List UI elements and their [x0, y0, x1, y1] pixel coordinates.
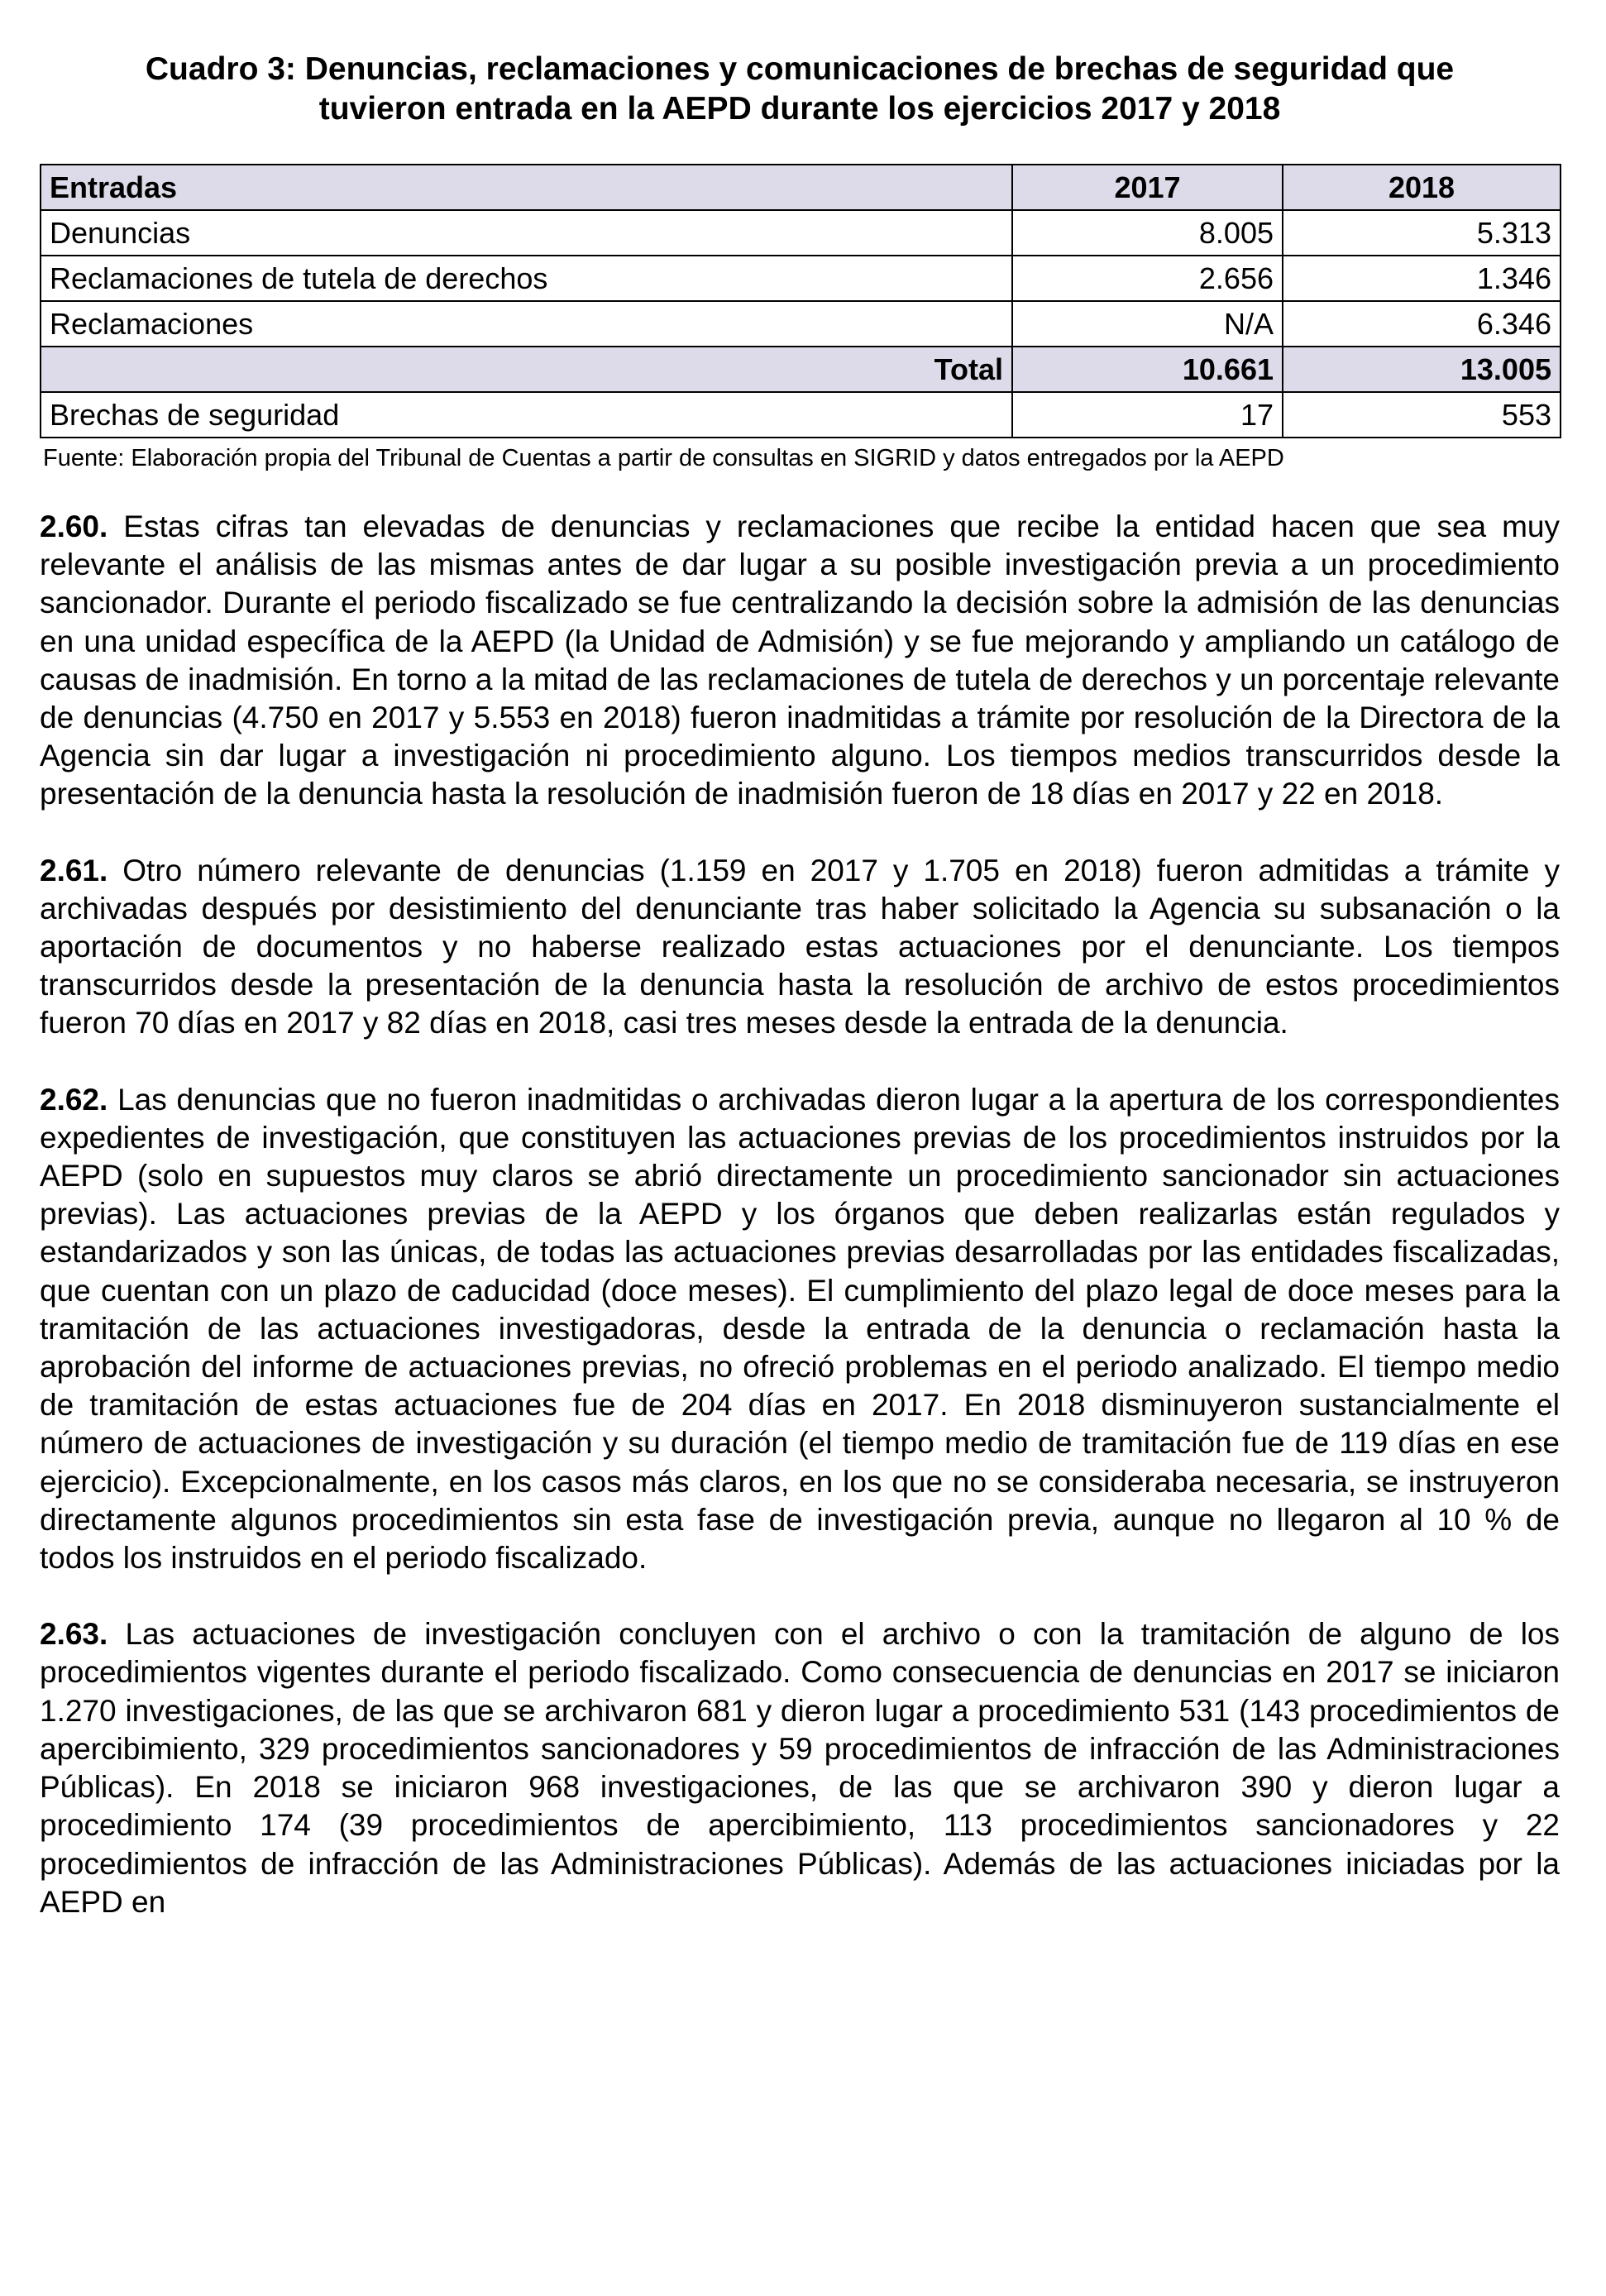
- paragraph-text: Las denuncias que no fueron inadmitidas o archivadas dieron lugar a la apertura de los correspondientes expedientes de investigación, que constituyen las actuaciones previas de los procedimientos instruidos por la AEPD (solo en supuestos muy claros se abrió directamente un procedimiento sancionador sin actuaciones previas). Las actuaciones previas de la AEPD y los órganos que deben realizarlas están regulados y estandarizados y son las únicas, de todas las actuaciones previas desarrolladas por las entidades fiscalizadas, que cuentan con un plazo de caducidad (doce meses). El cumplimiento del plazo legal de doce meses para la tramitación de las actuaciones investigadoras, desde la entrada de la denuncia o reclamación hasta la aprobación del informe de actuaciones previas, no ofreció problemas en el periodo analizado. El tiempo medio de tramitación de estas actuaciones fue de 204 días en 2017. En 2018 disminuyeron sustancialmente el número de actuaciones de investigación y su duración (el tiempo medio de tramitación fue de 119 días en ese ejercicio). Excepcionalmente, en los casos más claros, en los que no se consideraba necesaria, se instruyeron directamente algunos procedimientos sin esta fase de investigación previa, aunque no llegaron al 10 % de todos los instruidos en el periodo fiscalizado.: [40, 1082, 1560, 1576]
- row-label: Denuncias: [41, 210, 1012, 256]
- table-row: [41, 392, 1561, 438]
- table-row: [41, 301, 1561, 347]
- total-label: Total: [41, 347, 1012, 392]
- table-source-note: Fuente: Elaboración propia del Tribunal de Cuentas a partir de consultas en SIGRID y datos entregados por la AEPD: [43, 445, 1284, 471]
- value-2017: 8.005: [1012, 210, 1283, 256]
- row-label: Reclamaciones de tutela de derechos: [41, 256, 1012, 301]
- paragraph-number: 2.60.: [40, 509, 108, 543]
- total-2018: 13.005: [1283, 347, 1561, 392]
- table-caption-line-1: Cuadro 3: Denuncias, reclamaciones y comunicaciones de brechas de seguridad que: [145, 51, 1455, 87]
- row-label: Reclamaciones: [41, 301, 1012, 347]
- paragraph-2-63: [40, 1615, 1560, 1921]
- paragraph-2-60: [40, 508, 1560, 814]
- table-caption-line-2: tuvieron entrada en la AEPD durante los ejercicios 2017 y 2018: [318, 91, 1281, 127]
- value-2018: 5.313: [1283, 210, 1561, 256]
- paragraph-text: Otro número relevante de denuncias (1.159 en 2017 y 1.705 en 2018) fueron admitidas a trámite y archivadas después por desistimiento del denunciante tras haber solicitado la Agencia su subsanación o la aportación de documentos y no haberse realizado estas actuaciones por el denunciante. Los tiempos transcurridos desde la presentación de la denuncia hasta la resolución de archivo de estos procedimientos fueron 70 días en 2017 y 82 días en 2018, casi tres meses desde la entrada de la denuncia.: [40, 853, 1560, 1040]
- header-entradas: Entradas: [41, 165, 1012, 210]
- paragraph-text: Las actuaciones de investigación concluyen con el archivo o con la tramitación de alguno de los procedimientos vigentes durante el periodo fiscalizado. Como consecuencia de denuncias en 2017 se iniciaron 1.270 investigaciones, de las que se archivaron 681 y dieron lugar a procedimiento 531 (143 procedimientos de apercibimiento, 329 procedimientos sancionadores y 59 procedimientos de infracción de las Administraciones Públicas). En 2018 se iniciaron 968 investigaciones, de las que se archivaron 390 y dieron lugar a procedimiento 174 (39 procedimientos de apercibimiento, 113 procedimientos sancionadores y 22 procedimientos de infracción de las Administraciones Públicas). Además de las actuaciones iniciadas por la AEPD en: [40, 1617, 1560, 1919]
- row-label: Brechas de seguridad: [41, 392, 1012, 438]
- value-2018: 553: [1283, 392, 1561, 438]
- value-2017: 2.656: [1012, 256, 1283, 301]
- table-caption: [40, 50, 1560, 129]
- value-2018: 1.346: [1283, 256, 1561, 301]
- value-2018: 6.346: [1283, 301, 1561, 347]
- table-row: [41, 256, 1561, 301]
- paragraph-number: 2.63.: [40, 1617, 108, 1652]
- paragraph-2-61: [40, 852, 1560, 1043]
- header-2018: 2018: [1283, 165, 1561, 210]
- total-2017: 10.661: [1012, 347, 1283, 392]
- paragraph-number: 2.61.: [40, 853, 108, 887]
- value-2017: N/A: [1012, 301, 1283, 347]
- table-total-row: [41, 347, 1561, 392]
- paragraph-text: Estas cifras tan elevadas de denuncias y reclamaciones que recibe la entidad hacen que sea muy relevante el análisis de las mismas antes de dar lugar a su posible investigación previa a un procedimiento sancionador. Durante el periodo fiscalizado se fue centralizando la decisión sobre la admisión de las denuncias en una unidad específica de la AEPD (la Unidad de Admisión) y se fue mejorando y ampliando un catálogo de causas de inadmisión. En torno a la mitad de las reclamaciones de tutela de derechos y un porcentaje relevante de denuncias (4.750 en 2017 y 5.553 en 2018) fueron inadmitidas a trámite por resolución de la Directora de la Agencia sin dar lugar a investigación ni procedimiento alguno. Los tiempos medios transcurridos desde la presentación de la denuncia hasta la resolución de inadmisión fueron de 18 días en 2017 y 22 en 2018.: [40, 509, 1560, 811]
- paragraph-2-62: [40, 1081, 1560, 1578]
- value-2017: 17: [1012, 392, 1283, 438]
- table-row: [41, 210, 1561, 256]
- entries-table: [40, 164, 1561, 438]
- paragraph-number: 2.62.: [40, 1082, 108, 1117]
- header-2017: 2017: [1012, 165, 1283, 210]
- table-header-row: [41, 165, 1561, 210]
- document-page: [40, 50, 1560, 1959]
